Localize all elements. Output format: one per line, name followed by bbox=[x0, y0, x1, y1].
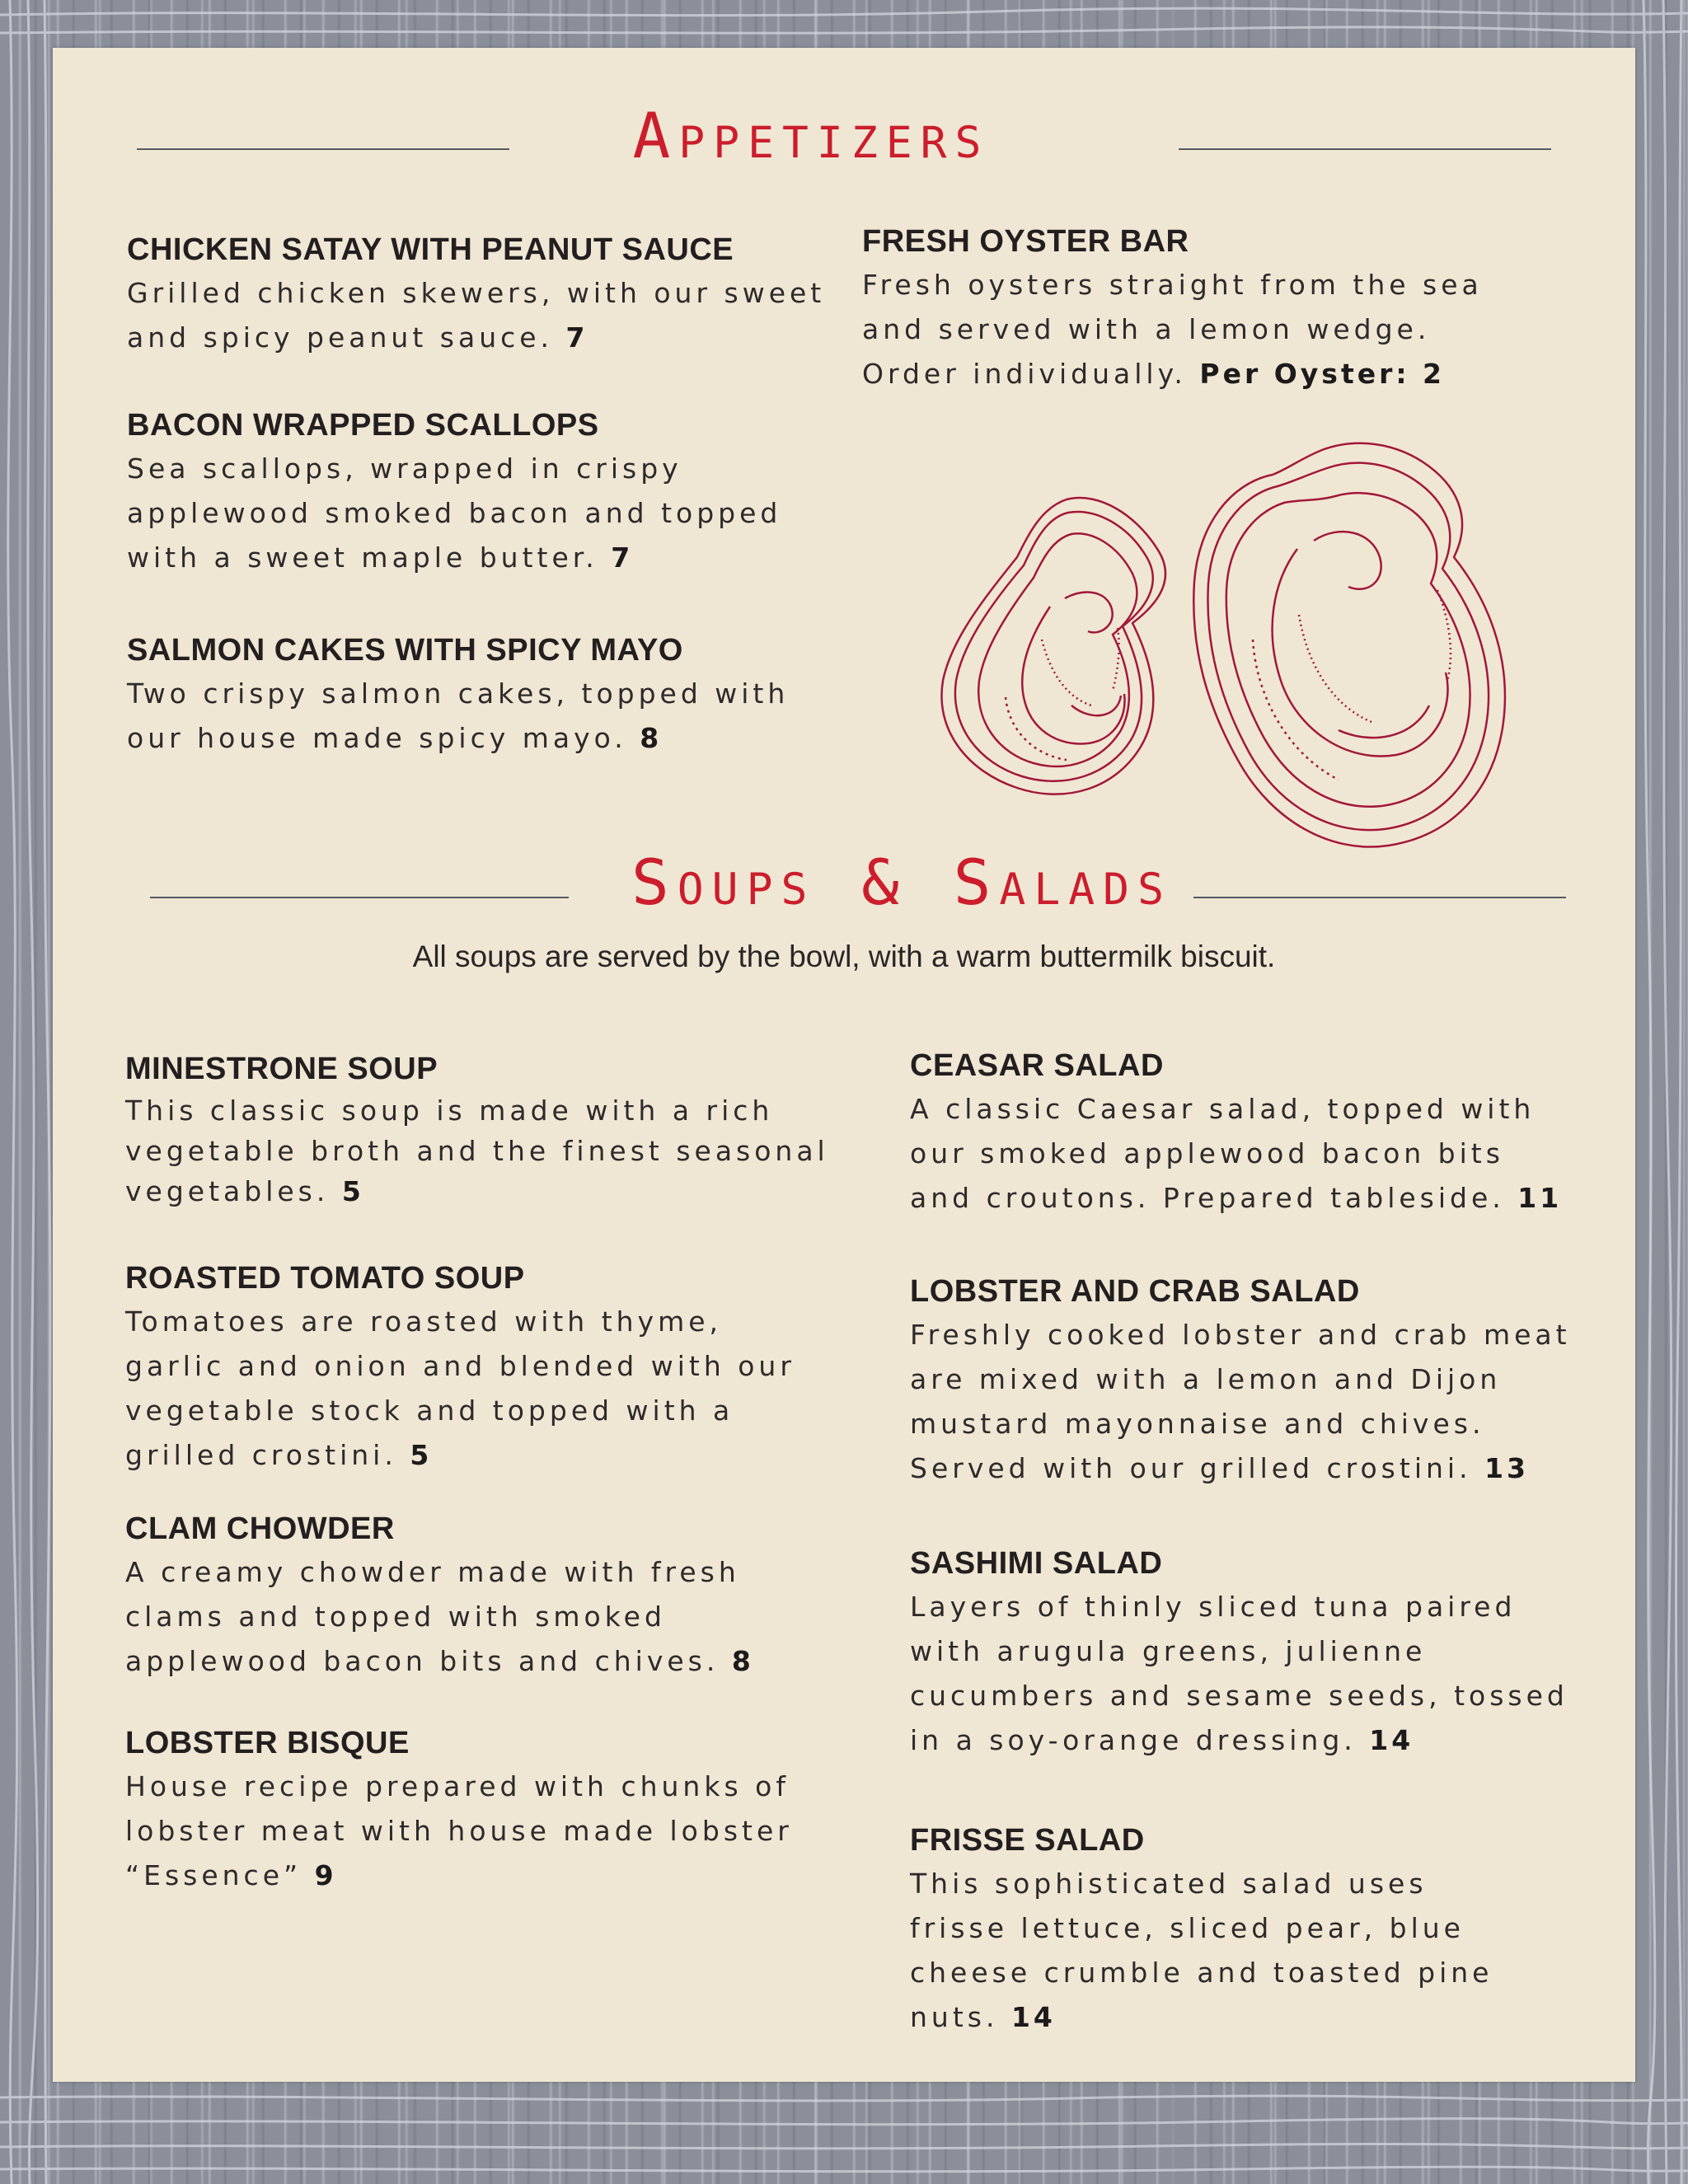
item-description: Two crispy salmon cakes, topped with our house made spicy mayo. bbox=[127, 677, 790, 754]
item-name: MINESTRONE SOUP bbox=[125, 1052, 438, 1086]
item-price: 5 bbox=[410, 1439, 433, 1471]
item-price: 8 bbox=[731, 1645, 754, 1677]
soups-rule-left bbox=[150, 897, 569, 898]
item-name: ROASTED TOMATO SOUP bbox=[125, 1261, 525, 1296]
item-name: CEASAR SALAD bbox=[910, 1048, 1164, 1083]
item-description: House recipe prepared with chunks of lobster meat with house made lobster “Essence” bbox=[125, 1770, 793, 1891]
item-price: 8 bbox=[640, 722, 663, 754]
item-price: 7 bbox=[611, 541, 634, 574]
item-description: Tomatoes are roasted with thyme, garlic and onion and blended with our vegetable stock and topped with a grilled crostini. bbox=[125, 1305, 795, 1471]
item-price: 5 bbox=[341, 1175, 364, 1207]
soups-rule-right bbox=[1193, 897, 1566, 898]
item-name: SASHIMI SALAD bbox=[910, 1546, 1163, 1581]
appetizers-rule-right bbox=[1179, 148, 1551, 150]
item-description: Freshly cooked lobster and crab meat are mixed with a lemon and Dijon mustard mayonnaise and chives. Served with our grilled crostini. bbox=[910, 1319, 1571, 1484]
menu-item-chicken-satay bbox=[127, 232, 869, 360]
menu-item-clam-chowder bbox=[125, 1511, 867, 1684]
appetizers-rule-left bbox=[137, 148, 509, 150]
item-price: 7 bbox=[565, 321, 588, 354]
item-price: 13 bbox=[1484, 1452, 1529, 1484]
menu-item-frisse-salad bbox=[910, 1823, 1602, 2040]
item-price: 9 bbox=[314, 1859, 337, 1891]
appetizers-title: Appetizers bbox=[632, 99, 990, 172]
item-price: 14 bbox=[1369, 1724, 1414, 1756]
menu-item-oyster-bar bbox=[862, 224, 1554, 396]
item-price: 14 bbox=[1010, 2001, 1056, 2033]
item-description: This sophisticated salad uses frisse lettuce, sliced pear, blue cheese crumble and toasted pine nuts. bbox=[910, 1868, 1493, 2033]
menu-item-salmon-cakes bbox=[127, 633, 869, 761]
item-name: LOBSTER AND CRAB SALAD bbox=[910, 1274, 1360, 1309]
oyster-illustration-icon bbox=[926, 434, 1520, 870]
item-description: Fresh oysters straight from the sea and served with a lemon wedge. Order individually. bbox=[862, 269, 1483, 390]
soups-salads-title: Soups & Salads bbox=[631, 846, 1172, 919]
menu-item-sashimi-salad bbox=[910, 1546, 1602, 1763]
item-name: CHICKEN SATAY WITH PEANUT SAUCE bbox=[127, 232, 734, 267]
item-price: 11 bbox=[1517, 1182, 1563, 1214]
item-name: LOBSTER BISQUE bbox=[125, 1726, 410, 1760]
item-description: Sea scallops, wrapped in crispy applewood smoked bacon and topped with a sweet maple butter. bbox=[127, 452, 782, 574]
item-name: SALMON CAKES WITH SPICY MAYO bbox=[127, 633, 683, 668]
item-price: Per Oyster: 2 bbox=[1199, 358, 1446, 390]
item-description: Grilled chicken skewers, with our sweet and spicy peanut sauce. bbox=[127, 277, 826, 354]
item-name: BACON WRAPPED SCALLOPS bbox=[127, 408, 599, 443]
menu-item-caesar-salad bbox=[910, 1048, 1602, 1221]
item-description: A classic Caesar salad, topped with our smoked applewood bacon bits and croutons. Prepared tableside. bbox=[910, 1093, 1536, 1214]
menu-item-tomato-soup bbox=[125, 1261, 867, 1478]
menu-item-bacon-scallops bbox=[127, 408, 869, 580]
soups-note: All soups are served by the bowl, with a warm buttermilk biscuit. bbox=[412, 940, 1276, 973]
menu-item-minestrone bbox=[125, 1052, 867, 1212]
item-name: FRESH OYSTER BAR bbox=[862, 224, 1189, 259]
menu-item-lobster-bisque bbox=[125, 1726, 867, 1898]
item-description: This classic soup is made with a rich vegetable broth and the finest seasonal vegetables. bbox=[125, 1094, 829, 1207]
item-description: Layers of thinly sliced tuna paired with arugula greens, julienne cucumbers and sesame seeds, tossed in a soy-orange dressing. bbox=[910, 1591, 1568, 1756]
menu-item-lobster-crab-salad bbox=[910, 1274, 1602, 1491]
menu-page bbox=[53, 48, 1635, 2082]
item-name: FRISSE SALAD bbox=[910, 1823, 1145, 1858]
item-description: A creamy chowder made with fresh clams and topped with smoked applewood bacon bits and chives. bbox=[125, 1556, 740, 1677]
item-name: CLAM CHOWDER bbox=[125, 1511, 395, 1546]
